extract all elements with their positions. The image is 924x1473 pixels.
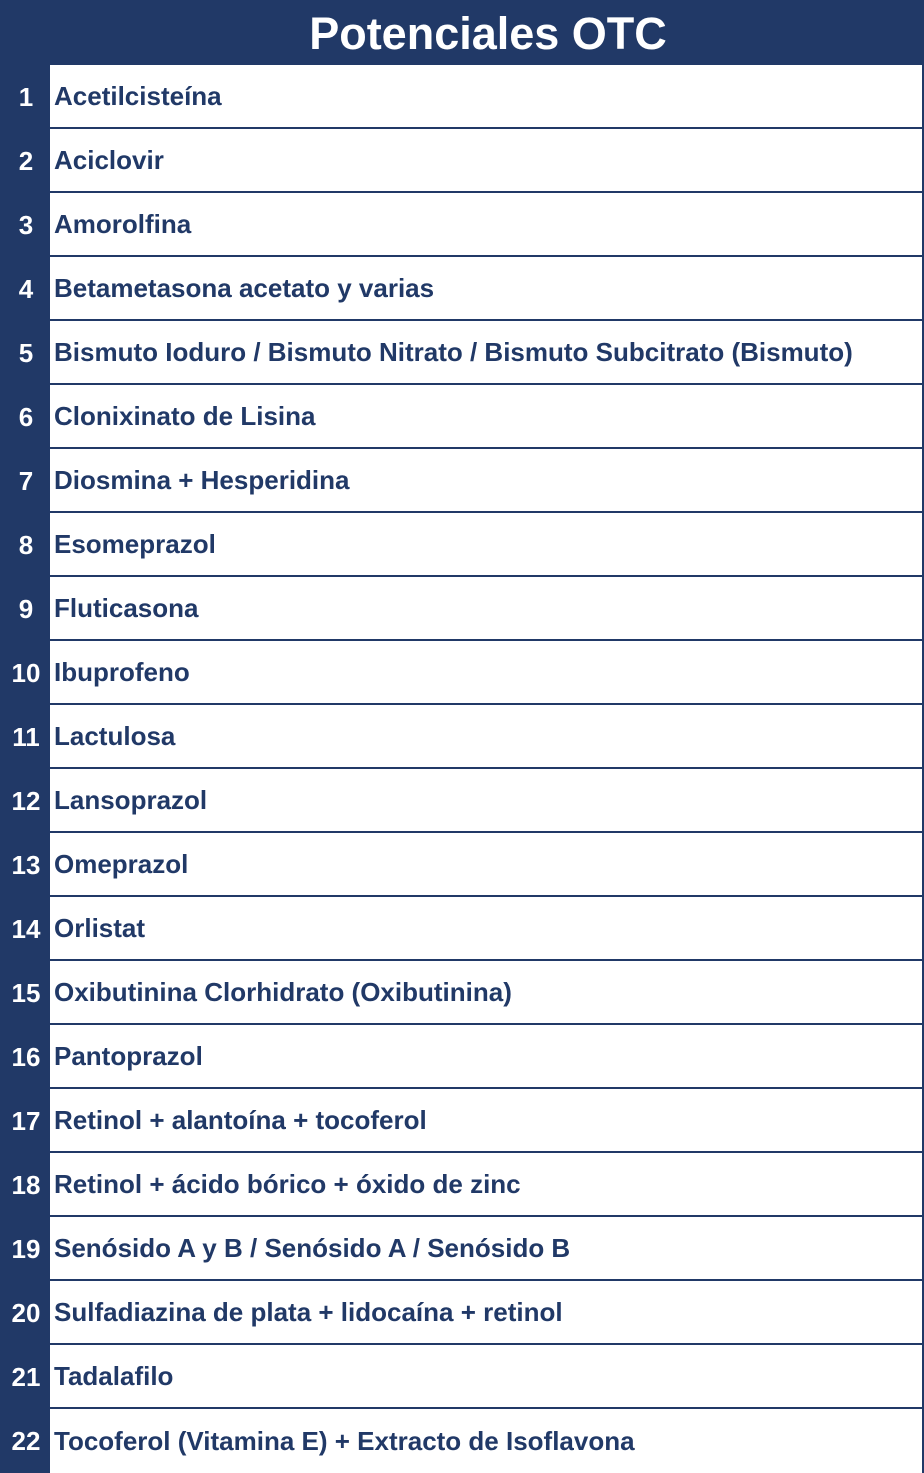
- table-row: [2, 833, 922, 897]
- row-number: 9: [18, 593, 34, 624]
- row-number: 12: [11, 785, 41, 816]
- row-medication-name: Ibuprofeno: [50, 641, 922, 703]
- row-number: 11: [12, 721, 40, 752]
- row-medication-name: Aciclovir: [50, 129, 922, 191]
- table-row: [2, 321, 922, 385]
- row-medication-name: Betametasona acetato y varias: [50, 257, 922, 319]
- table-row: [2, 1089, 922, 1153]
- row-medication-name: Lansoprazol: [50, 769, 922, 831]
- row-medication-name: Esomeprazol: [50, 513, 922, 575]
- row-number: 3: [18, 209, 34, 240]
- table-row: [2, 961, 922, 1025]
- row-number: 7: [18, 465, 34, 496]
- row-medication-name: Clonixinato de Lisina: [50, 385, 922, 447]
- table-row: [2, 449, 922, 513]
- row-number: 13: [11, 849, 41, 880]
- row-number: 5: [18, 337, 34, 368]
- row-number: 14: [11, 913, 41, 944]
- row-medication-name: Tocoferol (Vitamina E) + Extracto de Isoflavona: [50, 1409, 922, 1473]
- row-number: 16: [11, 1041, 41, 1072]
- row-medication-name: Retinol + ácido bórico + óxido de zinc: [50, 1153, 922, 1215]
- row-medication-name: Amorolfina: [50, 193, 922, 255]
- row-medication-name: Bismuto Ioduro / Bismuto Nitrato / Bismuto Subcitrato (Bismuto): [50, 321, 922, 383]
- row-medication-name: Diosmina + Hesperidina: [50, 449, 922, 511]
- row-medication-name: Acetilcisteína: [50, 65, 922, 127]
- table-row: [2, 65, 922, 129]
- table-row: [2, 385, 922, 449]
- table-row: [2, 1153, 922, 1217]
- table-row: [2, 193, 922, 257]
- row-medication-name: Tadalafilo: [50, 1345, 922, 1407]
- table-row: [2, 1217, 922, 1281]
- row-medication-name: Omeprazol: [50, 833, 922, 895]
- table-title: Potenciales OTC: [309, 7, 667, 59]
- row-medication-name: Fluticasona: [50, 577, 922, 639]
- row-medication-name: Retinol + alantoína + tocoferol: [50, 1089, 922, 1151]
- row-number: 2: [18, 145, 34, 176]
- table-row: [2, 129, 922, 193]
- row-number: 18: [11, 1169, 41, 1200]
- row-medication-name: Lactulosa: [50, 705, 922, 767]
- row-number: 19: [11, 1233, 41, 1264]
- row-medication-name: Orlistat: [50, 897, 922, 959]
- row-medication-name: Oxibutinina Clorhidrato (Oxibutinina): [50, 961, 922, 1023]
- table-row: [2, 641, 922, 705]
- row-number: 4: [18, 273, 34, 304]
- row-number: 6: [18, 401, 34, 432]
- row-medication-name: Sulfadiazina de plata + lidocaína + retinol: [50, 1281, 922, 1343]
- table-row: [2, 1281, 922, 1345]
- table-rows: [2, 65, 922, 1473]
- row-number: 8: [18, 529, 34, 560]
- row-medication-name: Senósido A y B / Senósido A / Senósido B: [50, 1217, 922, 1279]
- table-row: [2, 1409, 922, 1473]
- row-number: 22: [11, 1425, 41, 1456]
- row-number: 17: [11, 1105, 41, 1136]
- row-number: 20: [11, 1297, 41, 1328]
- row-number: 1: [18, 81, 34, 112]
- table-row: [2, 769, 922, 833]
- table-row: [2, 1345, 922, 1409]
- table-row: [2, 897, 922, 961]
- row-number: 10: [11, 657, 41, 688]
- table-row: [2, 705, 922, 769]
- table-row: [2, 577, 922, 641]
- table-row: [2, 257, 922, 321]
- row-medication-name: Pantoprazol: [50, 1025, 922, 1087]
- table-row: [2, 513, 922, 577]
- row-number: 15: [11, 977, 41, 1008]
- row-number: 21: [11, 1361, 41, 1392]
- table-row: [2, 1025, 922, 1089]
